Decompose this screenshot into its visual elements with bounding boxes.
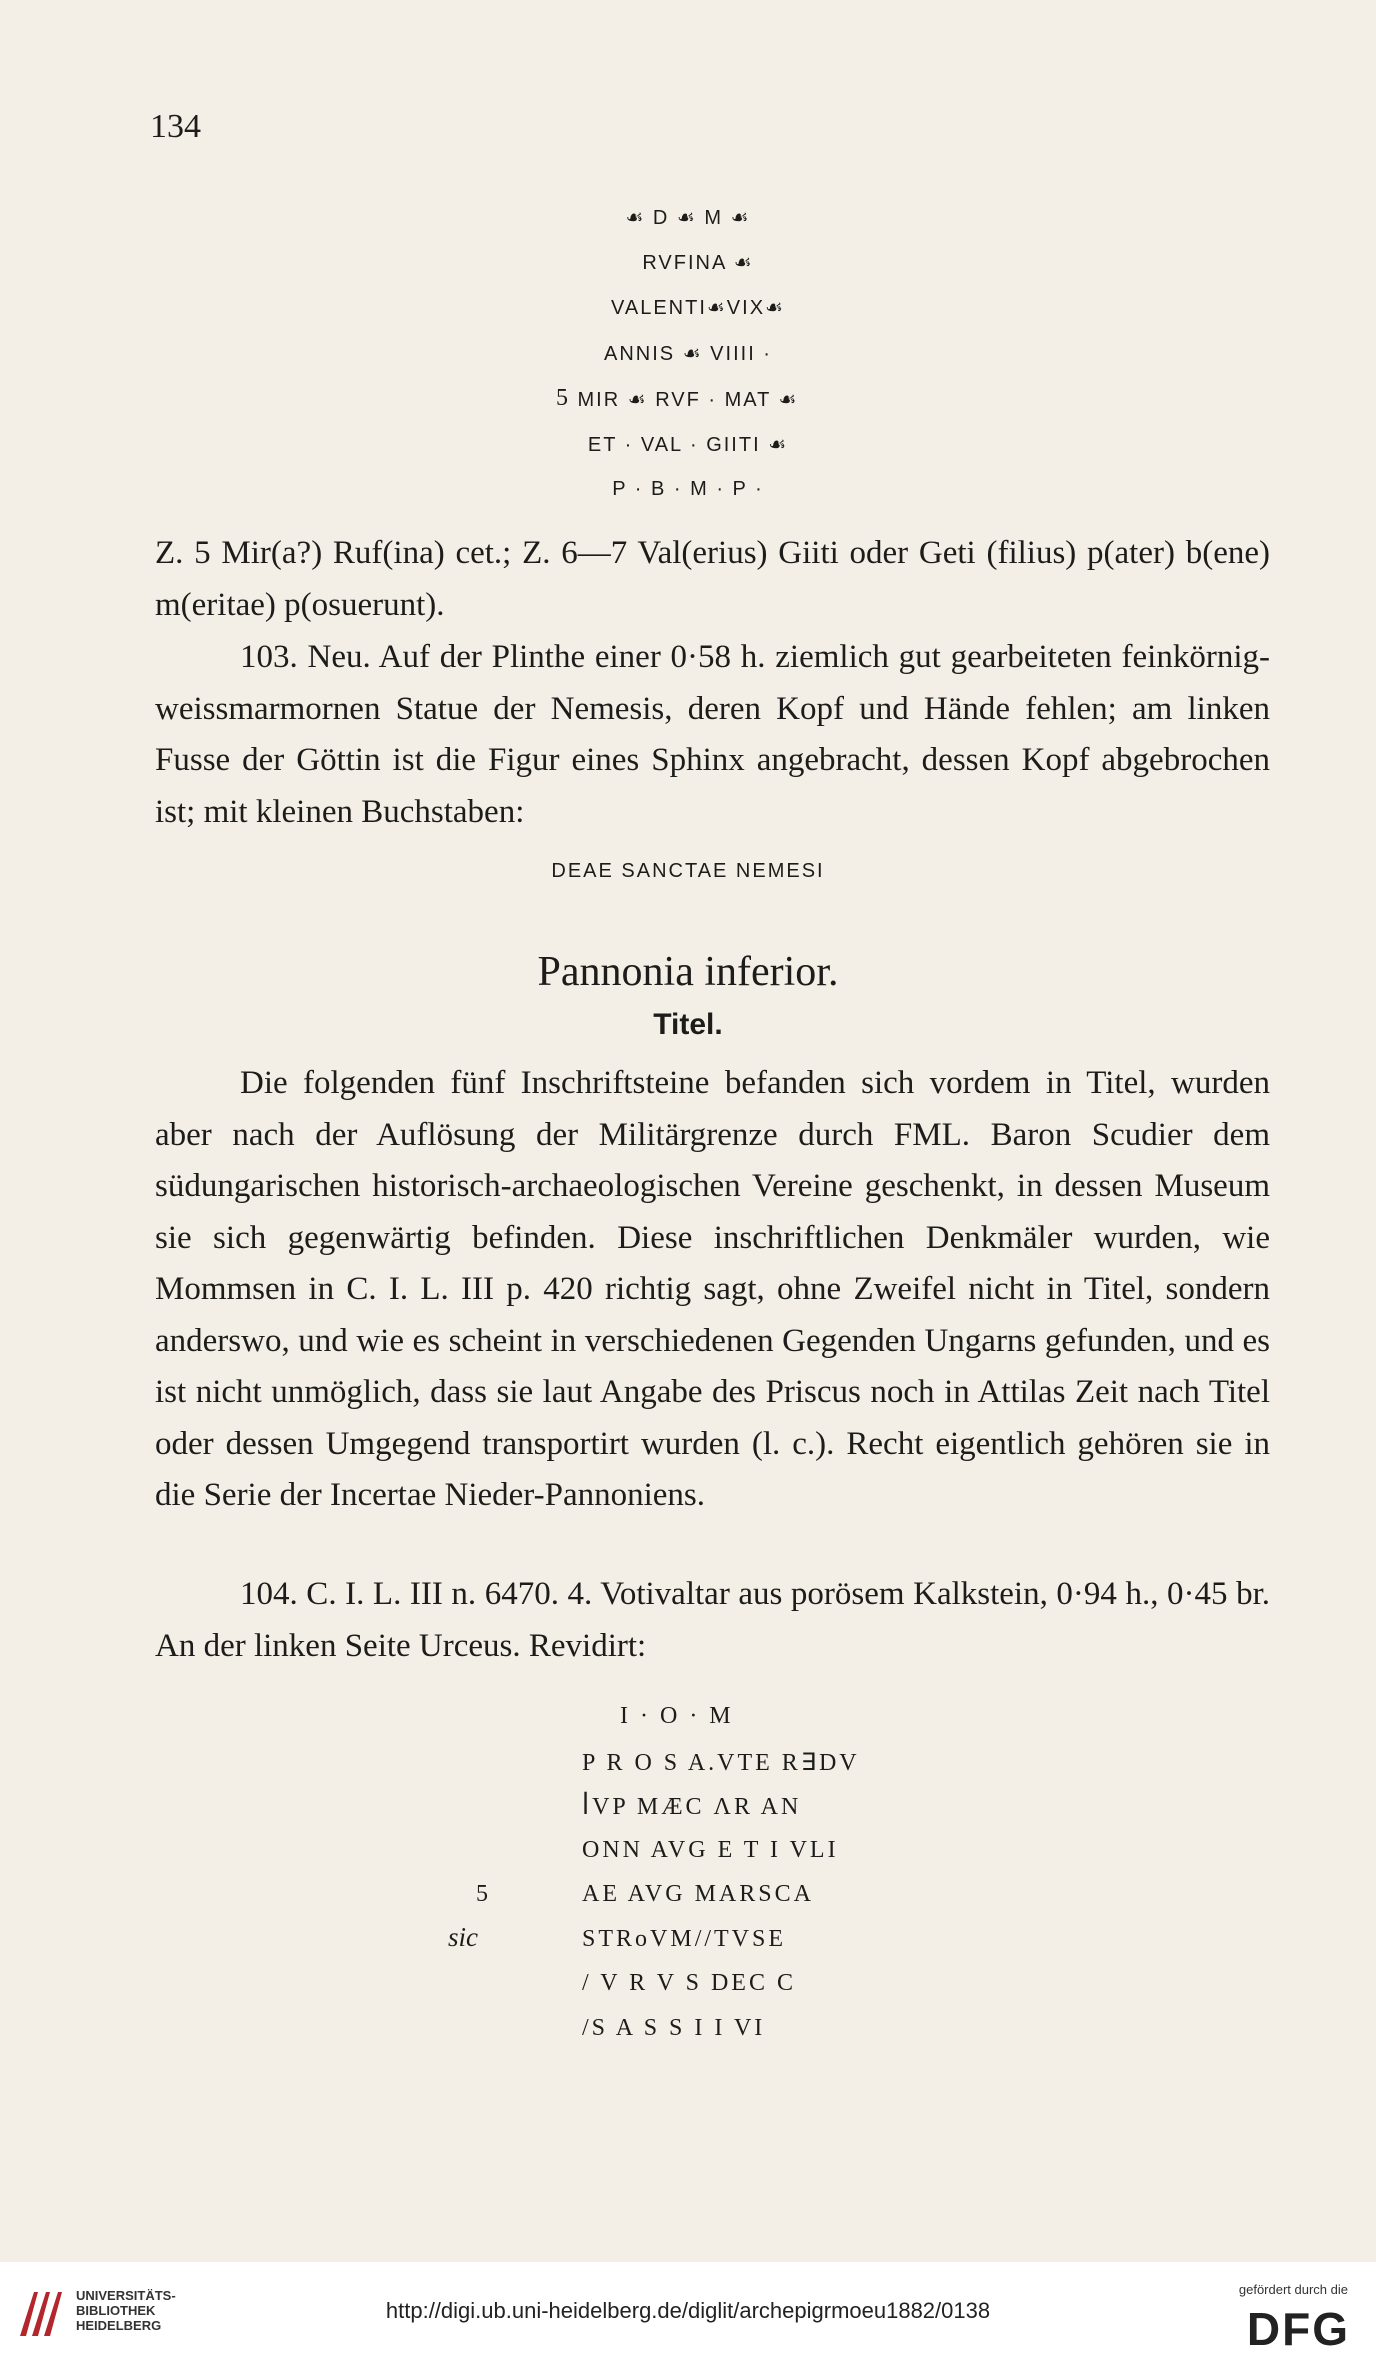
inscription-2-line: STRoVM//TVSE — [582, 1926, 787, 1952]
inscription-2-line: ONN AVG E T I VLI — [582, 1837, 839, 1863]
sic-label: sic — [448, 1922, 478, 1952]
inscription-2-line: AE AVG MARSCA — [582, 1881, 814, 1907]
library-name-line: UNIVERSITÄTS- — [76, 2288, 176, 2303]
dedication-inscription: DEAE SANCTAE NEMESI — [551, 860, 825, 882]
inscription-2-line: /S A S S I I VI — [582, 2015, 766, 2041]
inscription-1-line: P · B · M · P · — [612, 478, 764, 500]
dfg-logo: DFG — [1246, 2303, 1350, 2355]
footer-bar — [0, 2262, 1376, 2363]
commentary-paragraph: Z. 5 Mir(a?) Ruf(ina) cet.; Z. 6—7 Val(erius) Giiti oder Geti (filius) p(ater) b(ene) m(eritae) p(osuerunt). — [155, 535, 1270, 623]
inscription-2-line: I · O · M — [620, 1703, 734, 1729]
inscription-1-line: ET · VAL · GIITI ☙ — [587, 434, 789, 456]
inscription-1-line: ANNIS ☙ VIIII · — [604, 343, 772, 365]
inscription-1-line: VALENTI☙VIX☙ — [611, 297, 785, 319]
library-name-line: HEIDELBERG — [76, 2318, 162, 2333]
entry-104-paragraph: 104. C. I. L. III n. 6470. 4. Votivaltar aus porösem Kalkstein, 0·94 h., 0·45 br. An der linken Seite Urceus. Revidirt: — [155, 1576, 1270, 1664]
entry-103-paragraph: 103. Neu. Auf der Plinthe einer 0·58 h. ziemlich gut gearbeiteten feinkörnig-weissmarmornen Statue der Nemesis, deren Kopf und Hände fehlen; am linken Fusse der Göttin ist die Figur eines Sphinx angebracht, dessen Kopf abgebrochen ist; mit kleinen Buchstaben: — [155, 639, 1270, 830]
inscription-1-line: RVFINA ☙ — [642, 252, 754, 274]
funding-caption: gefördert durch die — [1238, 2282, 1348, 2297]
intro-paragraph: Die folgenden fünf Inschriftsteine befanden sich vordem in Titel, wurden aber nach der Auflösung der Militärgrenze durch FML. Baron Scudier dem südungarischen historisch-archaeologischen Vereine geschenkt, in dessen Museum sie sich gegenwärtig befinden. Diese inschriftlichen Denkmäler wurden, wie Mommsen in C. I. L. III p. 420 richtig sagt, ohne Zweifel nicht in Titel, sondern anderswo, und wie es scheint in verschiedenen Gegenden Ungarns gefunden, und es ist nicht unmöglich, dass sie laut Angabe des Priscus noch in Attilas Zeit nach Titel oder dessen Umgegend transportirt wurden (l. c.). Recht eigentlich gehören sie in die Serie der Incertae Nieder-Pannoniens. — [155, 1065, 1270, 1513]
subsection-title: Titel. — [653, 1008, 723, 1041]
inscription-1-line-number: 5 — [556, 385, 568, 411]
inscription-1-line: MIR ☙ RVF · MAT ☙ — [577, 389, 799, 411]
inscription-2-line: ꟾVP MÆC ΛR AN — [582, 1794, 802, 1820]
library-name-line: BIBLIOTHEK — [76, 2303, 156, 2318]
inscription-1-line: ☙ D ☙ M ☙ — [625, 207, 751, 229]
inscription-2-line-number: 5 — [476, 1881, 488, 1907]
inscription-2-line: / V R V S DEC C — [582, 1970, 796, 1996]
page-number: 134 — [150, 108, 201, 145]
inscription-2-line: P R O S A.VTE R∃DV — [582, 1750, 860, 1776]
section-title: Pannonia inferior. — [537, 949, 839, 995]
permalink-url[interactable]: http://digi.ub.uni-heidelberg.de/diglit/archepigrmoeu1882/0138 — [385, 2298, 991, 2323]
